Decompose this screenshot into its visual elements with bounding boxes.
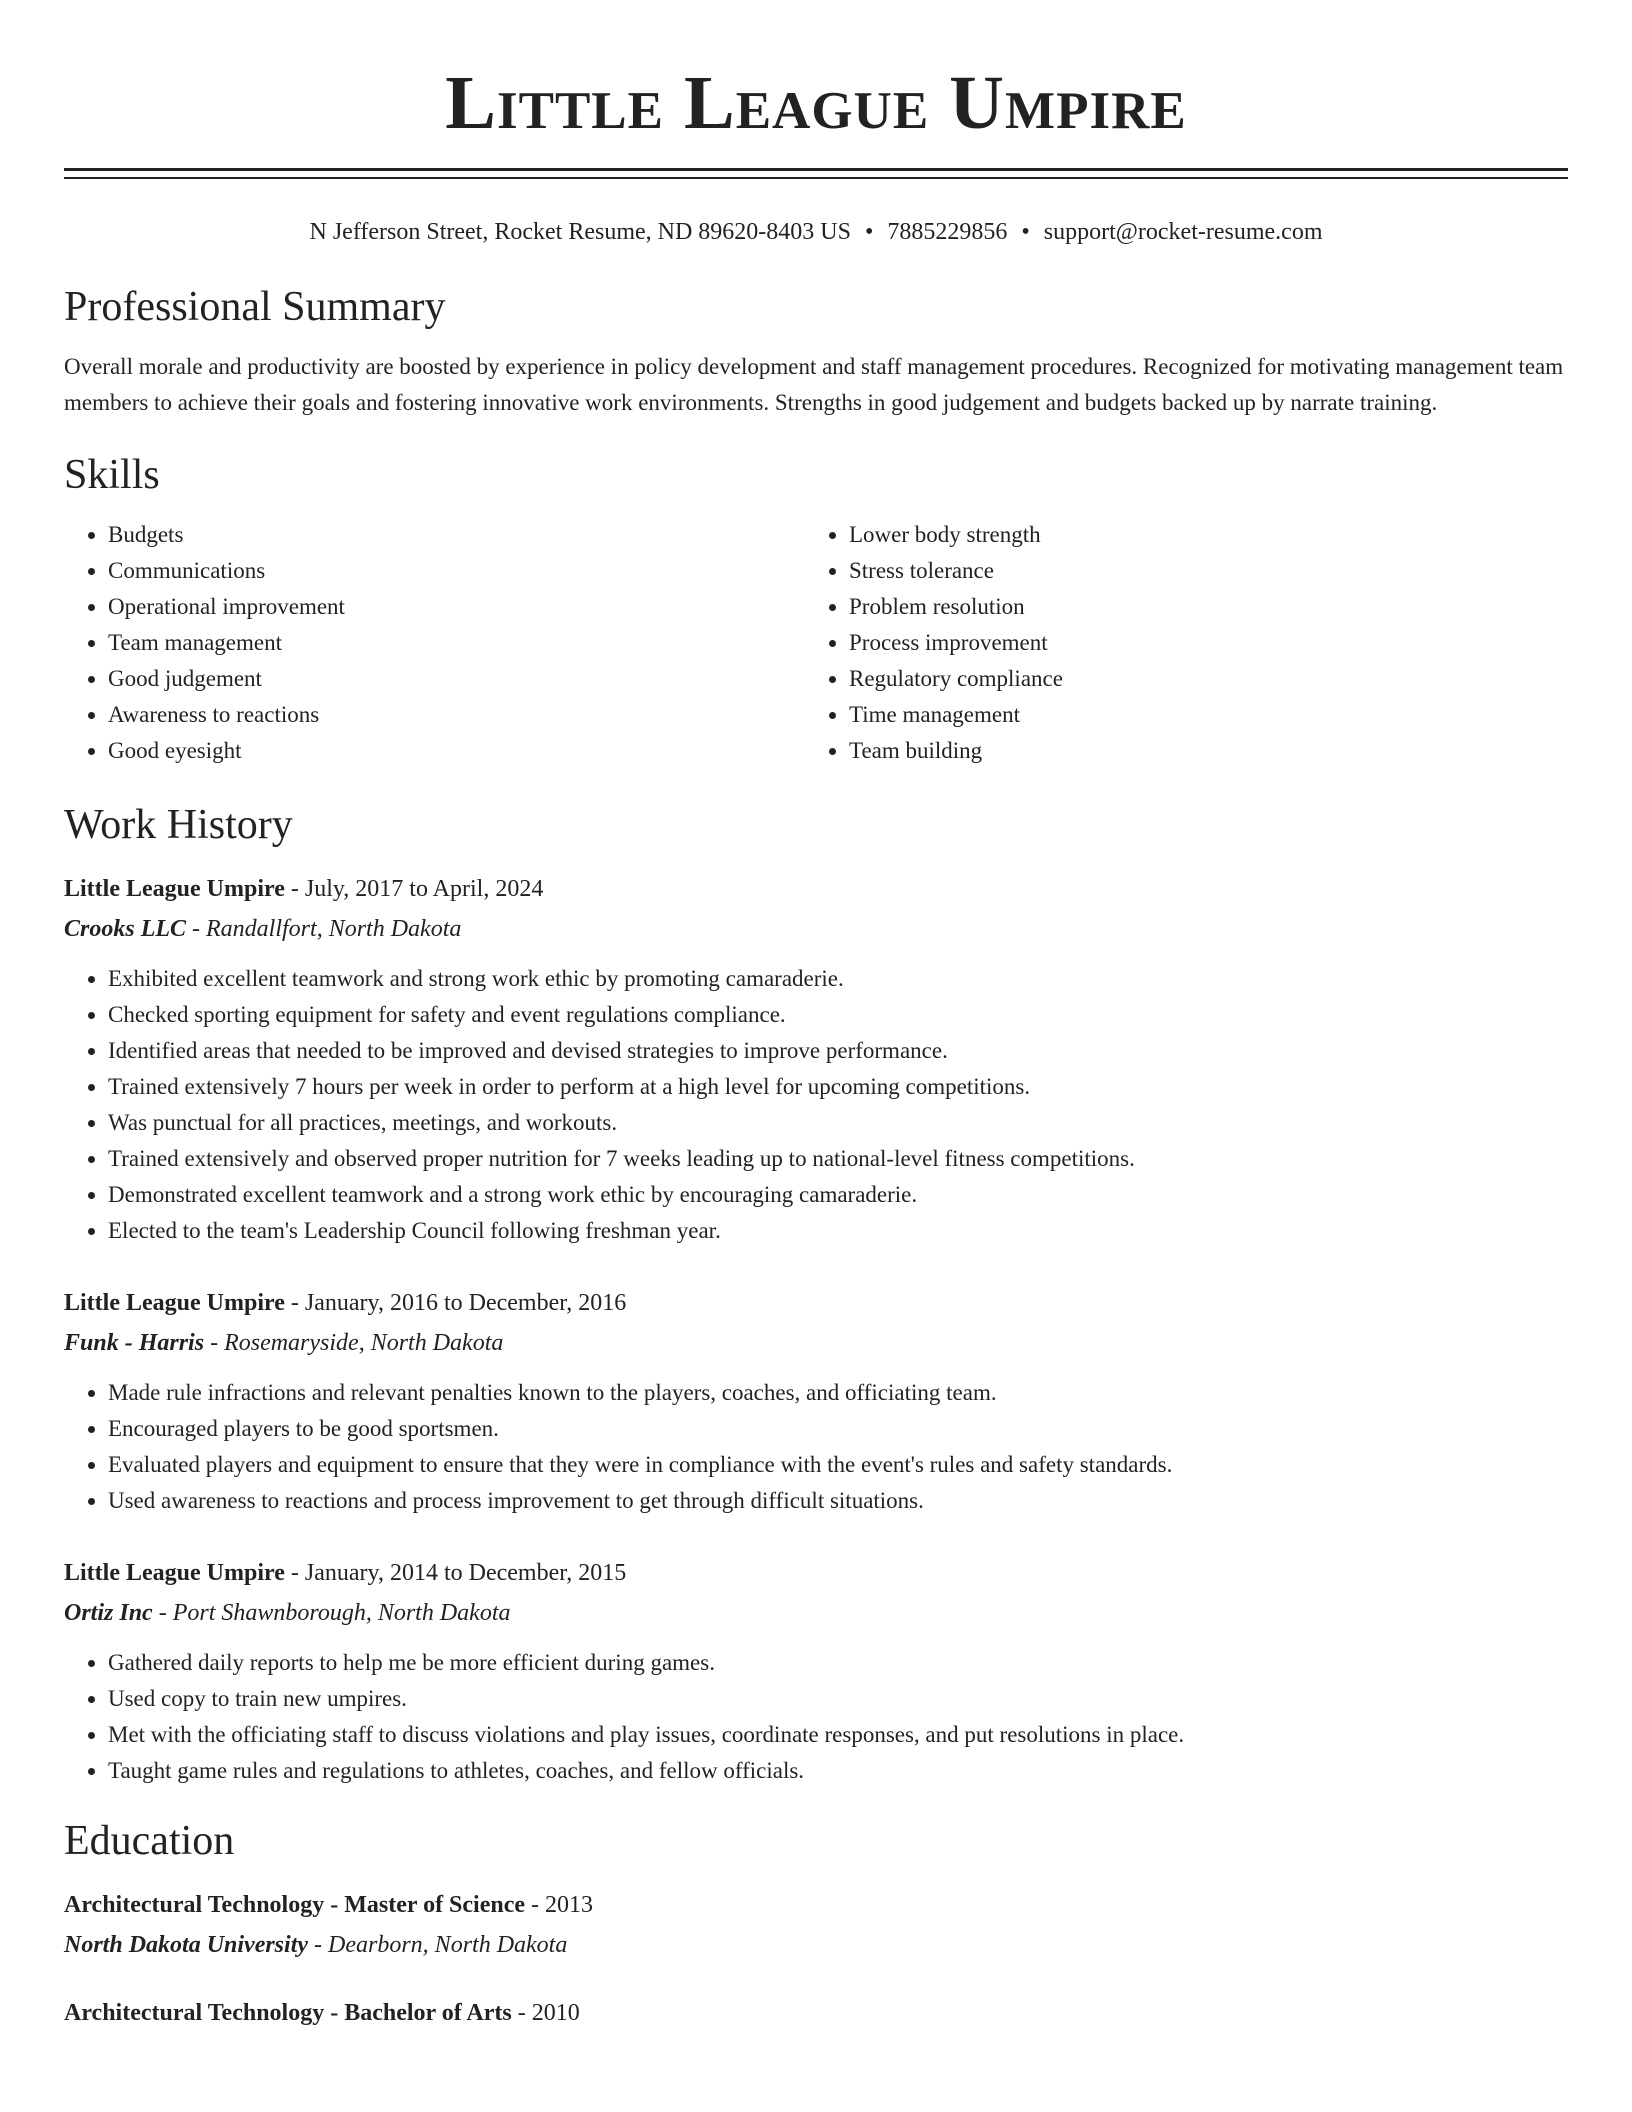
job-bullet: • Trained extensively 7 hours per week in order to perform at a high level for upcoming competitions. bbox=[108, 1069, 1568, 1105]
job-bullets bbox=[64, 961, 1568, 1249]
education-year: 2013 bbox=[545, 1892, 594, 1918]
job-bullet: • Identified areas that needed to be improved and devised strategies to improve performance. bbox=[108, 1033, 1568, 1069]
job-dates: January, 2014 to December, 2015 bbox=[304, 1560, 627, 1586]
job-title-line: Little League Umpire - July, 2017 to April, 2024 bbox=[64, 876, 544, 902]
job-company: Funk - Harris bbox=[64, 1330, 205, 1356]
contact-separator: • bbox=[1021, 219, 1030, 245]
job-company-line: Ortiz Inc - Port Shawnborough, North Dakota bbox=[64, 1600, 511, 1626]
skill-item: • Problem resolution bbox=[849, 589, 1548, 625]
job-bullet: • Used awareness to reactions and process improvement to get through difficult situations. bbox=[108, 1483, 1568, 1519]
job-bullet: • Used copy to train new umpires. bbox=[108, 1681, 1568, 1717]
contact-separator: • bbox=[864, 219, 874, 245]
education-location: Dearborn, North Dakota bbox=[328, 1932, 568, 1958]
skill-item: • Operational improvement bbox=[108, 589, 806, 625]
job-entry bbox=[64, 1283, 1568, 1519]
education-school: North Dakota University bbox=[64, 1932, 309, 1958]
job-dates: July, 2017 to April, 2024 bbox=[304, 876, 544, 902]
skills-column-left bbox=[64, 517, 806, 769]
job-bullet: • Met with the officiating staff to discuss violations and play issues, coordinate responses, and put resolutions in place. bbox=[108, 1717, 1568, 1753]
skill-item: • Communications bbox=[108, 553, 806, 589]
job-location: Port Shawnborough, North Dakota bbox=[172, 1600, 511, 1626]
section-title-education: Education bbox=[64, 1818, 235, 1864]
contact-phone: 7885229856 bbox=[887, 219, 1008, 245]
job-company-line: Crooks LLC - Randallfort, North Dakota bbox=[64, 916, 462, 942]
skill-item: • Regulatory compliance bbox=[849, 661, 1548, 697]
job-title-line: Little League Umpire - January, 2016 to December, 2016 bbox=[64, 1290, 627, 1316]
job-title-line: Little League Umpire - January, 2014 to December, 2015 bbox=[64, 1560, 627, 1586]
job-entry bbox=[64, 869, 1568, 1249]
job-bullets bbox=[64, 1375, 1568, 1519]
education-year: 2010 bbox=[531, 2000, 580, 2026]
job-role: Little League Umpire bbox=[64, 876, 285, 902]
education-degree-line: Architectural Technology - Bachelor of Arts - 2010 bbox=[64, 2000, 580, 2026]
education-entry bbox=[64, 1993, 1568, 2033]
job-bullet: • Evaluated players and equipment to ensure that they were in compliance with the event's rules and safety standards. bbox=[108, 1447, 1568, 1483]
education-degree: Architectural Technology - Bachelor of Arts bbox=[64, 2000, 512, 2026]
skill-item: • Time management bbox=[849, 697, 1548, 733]
job-bullet: • Checked sporting equipment for safety and event regulations compliance. bbox=[108, 997, 1568, 1033]
job-bullet: • Encouraged players to be good sportsmen. bbox=[108, 1411, 1568, 1447]
job-bullet: • Was punctual for all practices, meetings, and workouts. bbox=[108, 1105, 1568, 1141]
job-role: Little League Umpire bbox=[64, 1290, 285, 1316]
section-title-summary: Professional Summary bbox=[64, 284, 446, 330]
job-company: Ortiz Inc bbox=[64, 1600, 153, 1626]
skill-item: • Awareness to reactions bbox=[108, 697, 806, 733]
header-rule-thin bbox=[64, 177, 1568, 179]
job-location: Randallfort, North Dakota bbox=[206, 916, 462, 942]
education-entry bbox=[64, 1885, 1568, 1965]
education-school-line: North Dakota University - Dearborn, North Dakota bbox=[64, 1932, 568, 1958]
job-bullet: • Trained extensively and observed proper nutrition for 7 weeks leading up to national-level fitness competitions. bbox=[108, 1141, 1568, 1177]
job-entry bbox=[64, 1553, 1568, 1789]
skill-item: • Budgets bbox=[108, 517, 806, 553]
contact-email: support@rocket-resume.com bbox=[1043, 219, 1323, 245]
skill-item: • Team building bbox=[849, 733, 1548, 769]
skill-item: • Good eyesight bbox=[108, 733, 806, 769]
job-dates: January, 2016 to December, 2016 bbox=[304, 1290, 627, 1316]
skill-item: • Good judgement bbox=[108, 661, 806, 697]
contact-line bbox=[64, 215, 1568, 249]
section-title-skills: Skills bbox=[64, 452, 160, 498]
job-bullet: • Exhibited excellent teamwork and strong work ethic by promoting camaraderie. bbox=[108, 961, 1568, 997]
education-degree-line: Architectural Technology - Master of Science - 2013 bbox=[64, 1892, 594, 1918]
education-degree: Architectural Technology - Master of Science bbox=[64, 1892, 526, 1918]
job-bullet: • Made rule infractions and relevant penalties known to the players, coaches, and officiating team. bbox=[108, 1375, 1568, 1411]
skill-item: • Stress tolerance bbox=[849, 553, 1548, 589]
job-bullets bbox=[64, 1645, 1568, 1789]
job-company-line: Funk - Harris - Rosemaryside, North Dakota bbox=[64, 1330, 504, 1356]
job-role: Little League Umpire bbox=[64, 1560, 285, 1586]
job-bullet: • Demonstrated excellent teamwork and a strong work ethic by encouraging camaraderie. bbox=[108, 1177, 1568, 1213]
summary-text: Overall morale and productivity are boosted by experience in policy development and staff management procedures. Recognized for motivating management team members to achieve their goals and fostering innovative work environments. Strengths in good judgement and budgets backed up by narrate training. bbox=[64, 354, 1564, 415]
contact-address: N Jefferson Street, Rocket Resume, ND 89620-8403 US bbox=[309, 219, 851, 245]
job-company: Crooks LLC bbox=[64, 916, 187, 942]
job-bullet: • Elected to the team's Leadership Council following freshman year. bbox=[108, 1213, 1568, 1249]
section-title-work-history: Work History bbox=[64, 802, 293, 848]
skill-item: • Team management bbox=[108, 625, 806, 661]
job-location: Rosemaryside, North Dakota bbox=[224, 1330, 504, 1356]
skills-column-right bbox=[806, 517, 1548, 769]
job-bullet: • Gathered daily reports to help me be more efficient during games. bbox=[108, 1645, 1568, 1681]
job-bullet: • Taught game rules and regulations to athletes, coaches, and fellow officials. bbox=[108, 1753, 1568, 1789]
skills-list bbox=[64, 517, 1568, 769]
skill-item: • Process improvement bbox=[849, 625, 1548, 661]
header-rule-thick bbox=[64, 168, 1568, 171]
skill-item: • Lower body strength bbox=[849, 517, 1548, 553]
resume-name: Little League Umpire bbox=[445, 61, 1187, 145]
